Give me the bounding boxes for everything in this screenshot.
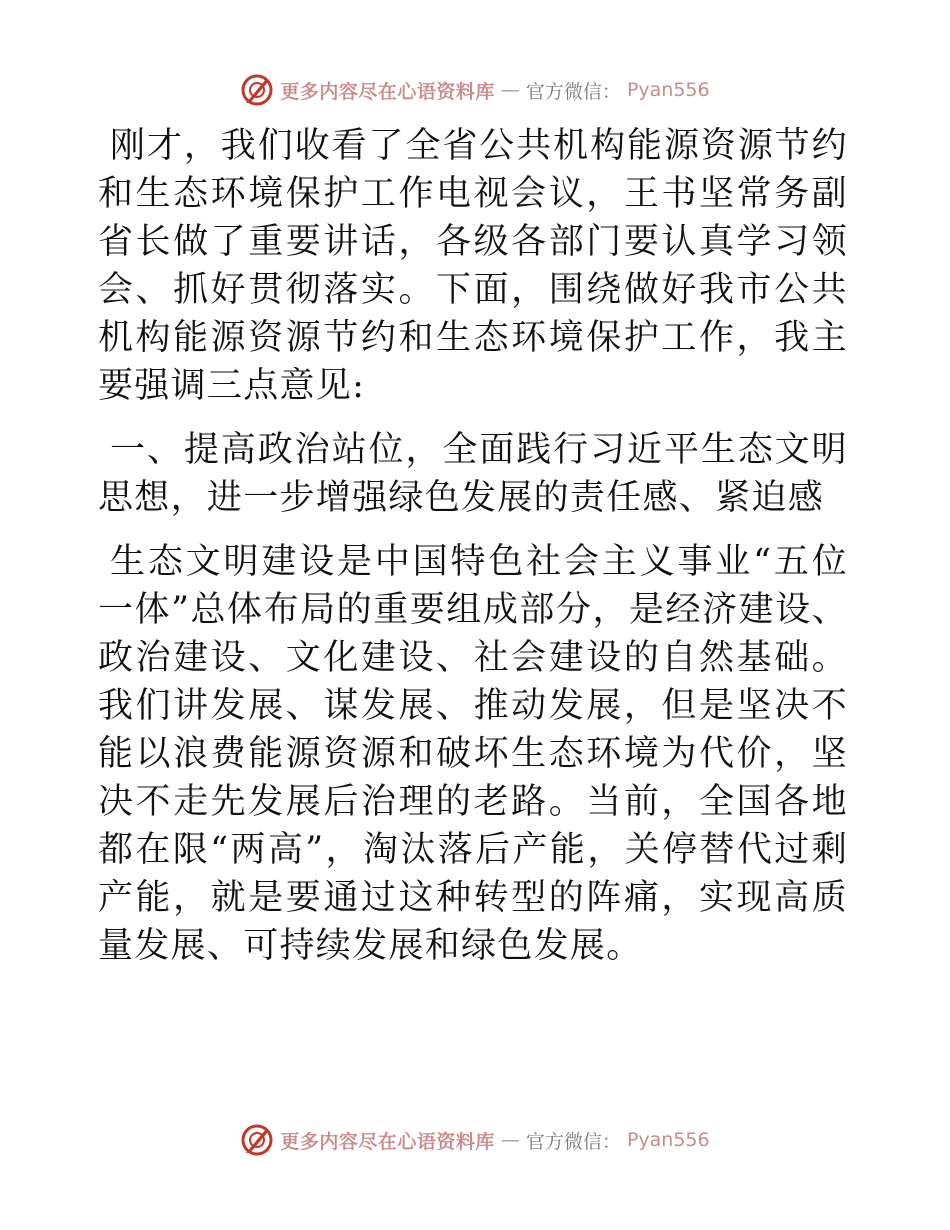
quill-logo-icon: [240, 1123, 274, 1157]
intro-paragraph: 刚才，我们收看了全省公共机构能源资源节约和生态环境保护工作电视会议，王书坚常务副省长做了重要讲话，各级各部门要认真学习领会、抓好贯彻落实。下面，围绕做好我市公共机构能源资源节约和生态环境保护工作，我主要强调三点意见:: [98, 126, 848, 406]
header-watermark: [0, 70, 950, 110]
watermark-wechat-id: Pyan556: [626, 1129, 710, 1151]
watermark-separator: —: [500, 1129, 520, 1151]
footer-watermark: [0, 1120, 950, 1160]
body-paragraph: 生态文明建设是中国特色社会主义事业“五位一体”总体布局的重要组成部分，是经济建设、政治建设、文化建设、社会建设的自然基础。我们讲发展、谋发展、推动发展，但是坚决不能以浪费能源资源和破坏生态环境为代价，坚决不走先发展后治理的老路。当前，全国各地都在限“两高”，淘汰落后产能，关停替代过剩产能，就是要通过这种转型的阵痛，实现高质量发展、可持续发展和绿色发展。: [98, 542, 848, 966]
quill-logo-icon: [240, 73, 274, 107]
document-body: [98, 122, 848, 986]
watermark-wechat-label: 官方微信：: [525, 1130, 621, 1153]
watermark-wechat-id: Pyan556: [626, 79, 710, 101]
watermark-wechat-label: 官方微信：: [525, 80, 621, 103]
section-heading: 一、提高政治站位，全面践行习近平生态文明思想，进一步增强绿色发展的责任感、紧迫感: [98, 430, 848, 518]
watermark-site-text: 更多内容尽在心语资料库: [280, 1130, 495, 1153]
watermark-separator: —: [500, 79, 520, 101]
watermark-site-text: 更多内容尽在心语资料库: [280, 80, 495, 103]
